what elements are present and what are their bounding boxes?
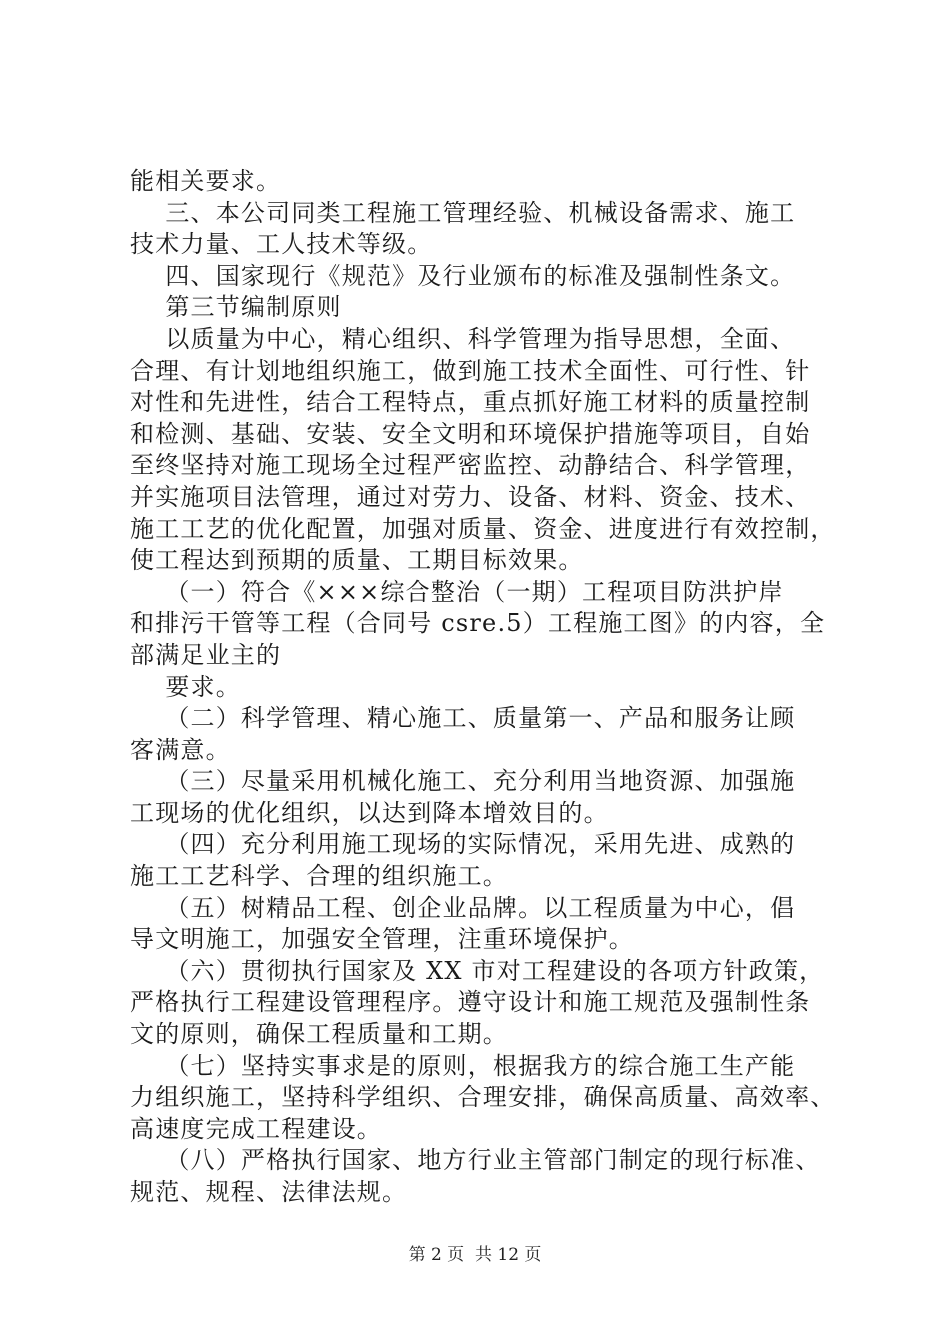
text-line: （三）尽量采用机械化施工、充分利用当地资源、加强施 bbox=[130, 767, 796, 796]
text-line: 文的原则，确保工程质量和工期。 bbox=[130, 1020, 508, 1049]
text-line: 技术力量、工人技术等级。 bbox=[130, 230, 433, 259]
text-line: 客满意。 bbox=[130, 735, 231, 764]
text-line: （七）坚持实事求是的原则，根据我方的综合施工生产能 bbox=[130, 1051, 796, 1080]
text-line: 合理、有计划地组织施工，做到施工技术全面性、可行性、针 bbox=[130, 356, 811, 385]
text-line: 三、本公司同类工程施工管理经验、机械设备需求、施工 bbox=[130, 198, 796, 227]
text-line: 要求。 bbox=[130, 672, 241, 701]
page-number-footer: 第 2 页 共 12 页 bbox=[408, 1245, 542, 1265]
text-line: （一）符合《×××综合整治（一期）工程项目防洪护岸 bbox=[130, 577, 784, 606]
text-line: （五）树精品工程、创企业品牌。以工程质量为中心，倡 bbox=[130, 893, 796, 922]
text-line: （六）贯彻执行国家及 XX 市对工程建设的各项方针政策， bbox=[130, 956, 825, 985]
text-line: 以质量为中心，精心组织、科学管理为指导思想，全面、 bbox=[130, 324, 796, 353]
text-line: 使工程达到预期的质量、工期目标效果。 bbox=[130, 546, 584, 575]
text-line: 至终坚持对施工现场全过程严密监控、动静结合、科学管理， bbox=[130, 451, 811, 480]
text-line: 并实施项目法管理，通过对劳力、设备、材料、资金、技术、 bbox=[130, 482, 811, 511]
text-line: 施工工艺的优化配置，加强对质量、资金、进度进行有效控制， bbox=[130, 514, 836, 543]
text-line: 严格执行工程建设管理程序。遵守设计和施工规范及强制性条 bbox=[130, 988, 811, 1017]
text-line: （八）严格执行国家、地方行业主管部门制定的现行标准、 bbox=[130, 1146, 821, 1175]
text-line: 工现场的优化组织，以达到降本增效目的。 bbox=[130, 798, 609, 827]
text-line: 和检测、基础、安装、安全文明和环境保护措施等项目，自始 bbox=[130, 419, 811, 448]
text-line: 导文明施工，加强安全管理，注重环境保护。 bbox=[130, 925, 634, 954]
text-line: 施工工艺科学、合理的组织施工。 bbox=[130, 862, 508, 891]
text-line: 能相关要求。 bbox=[130, 167, 282, 195]
text-line: 和排污干管等工程（合同号 csre.5）工程施工图》的内容，全 bbox=[130, 609, 826, 638]
text-line: 部满足业主的 bbox=[130, 640, 282, 669]
text-line: 对性和先进性，结合工程特点，重点抓好施工材料的质量控制 bbox=[130, 388, 811, 417]
section-heading: 第三节编制原则 bbox=[130, 293, 342, 322]
text-line: 规范、规程、法律法规。 bbox=[130, 1178, 408, 1206]
text-line: 力组织施工，坚持科学组织、合理安排，确保高质量、高效率、 bbox=[130, 1083, 836, 1112]
document-body bbox=[130, 166, 836, 1209]
text-line: （二）科学管理、精心施工、质量第一、产品和服务让顾 bbox=[130, 704, 796, 733]
text-line: （四）充分利用施工现场的实际情况，采用先进、成熟的 bbox=[130, 830, 796, 859]
text-line: 高速度完成工程建设。 bbox=[130, 1114, 382, 1143]
text-line: 四、国家现行《规范》及行业颁布的标准及强制性条文。 bbox=[130, 261, 796, 290]
